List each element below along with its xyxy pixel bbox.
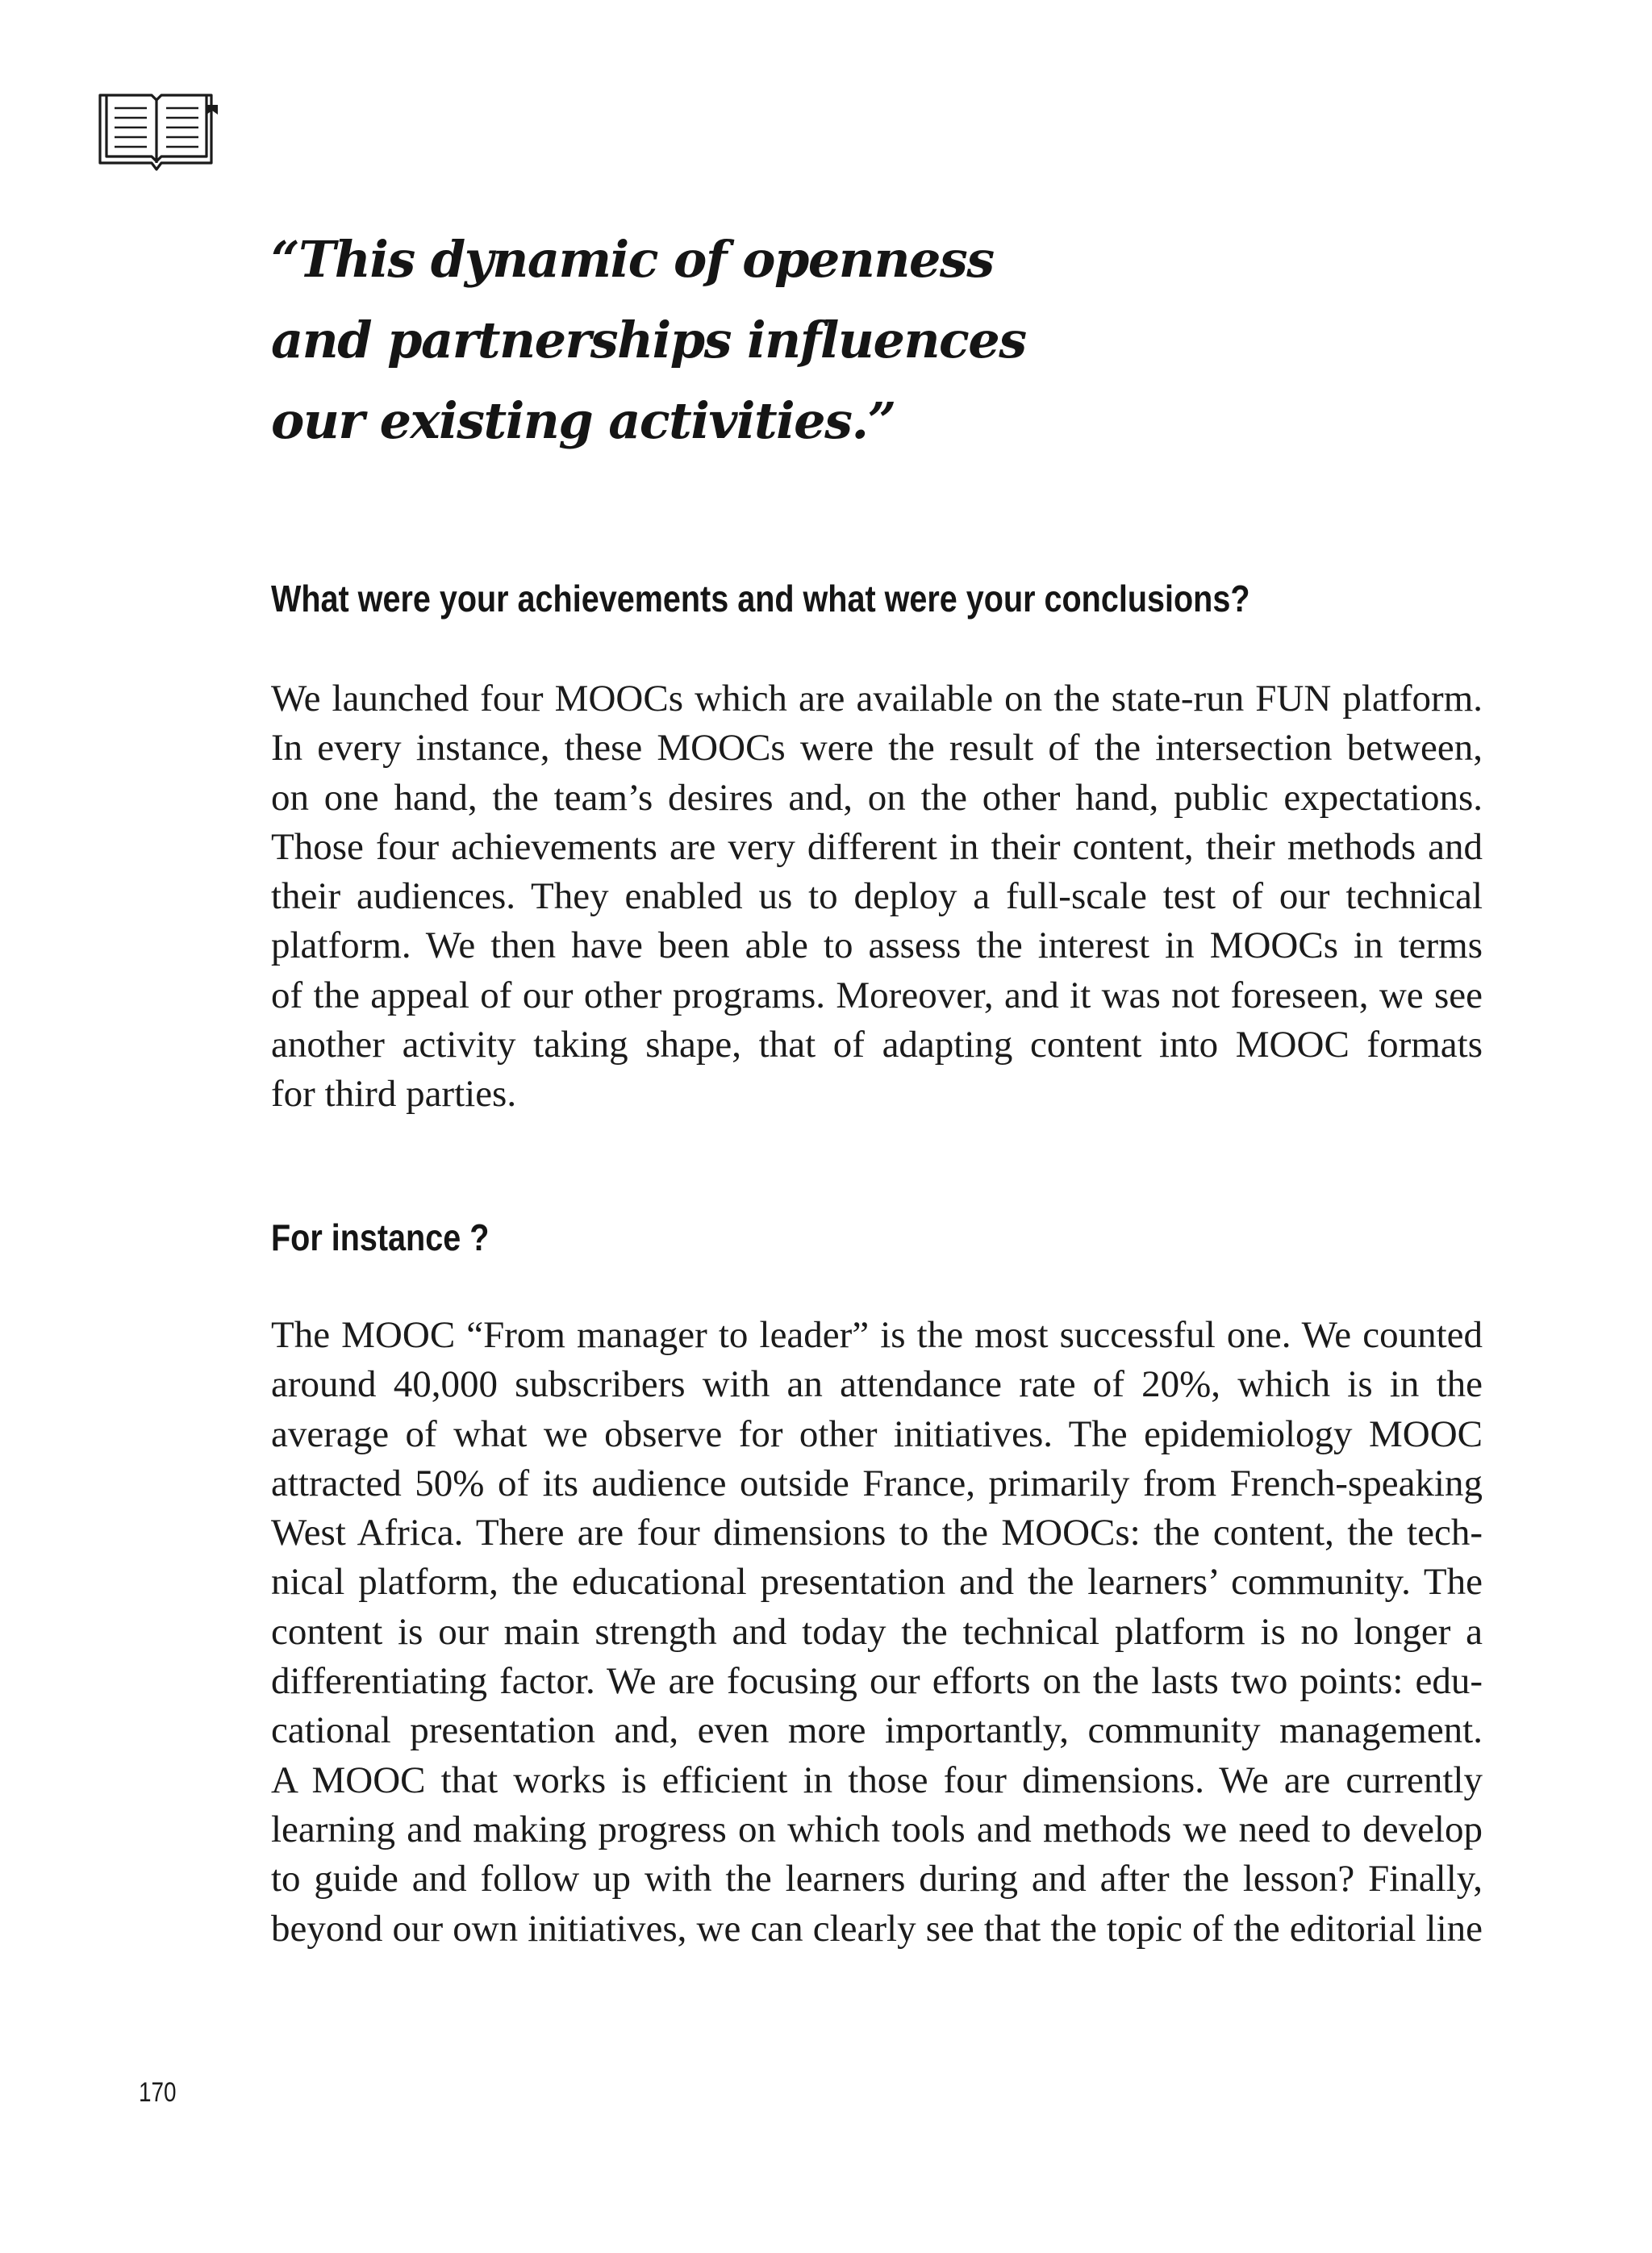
paragraph-line: A MOOC that works is efficient in those four dimensions. We are currently: [271, 1759, 1483, 1801]
paragraph-line: of the appeal of our other programs. Moreover, and it was not foreseen, we see: [271, 974, 1483, 1016]
paragraph-line: on one hand, the team’s desires and, on the other hand, public expectations.: [271, 776, 1483, 819]
paragraph-line: their audiences. They enabled us to deploy a full-scale test of our technical: [271, 875, 1483, 918]
paragraph-line: for third parties.: [271, 1073, 517, 1116]
section-heading-for-instance: For instance ?: [271, 1216, 490, 1258]
paragraph-line: The MOOC “From manager to leader” is the most successful one. We counted: [271, 1314, 1483, 1356]
paragraph-line: differentiating factor. We are focusing our efforts on the lasts two points: edu-: [271, 1660, 1483, 1703]
paragraph-line: nical platform, the educational presentation and the learners’ community. The: [271, 1561, 1483, 1604]
pull-quote: [271, 219, 1320, 461]
paragraph-line: We launched four MOOCs which are available on the state-run FUN platform.: [271, 678, 1483, 720]
paragraph-line: West Africa. There are four dimensions to the MOOCs: the content, the tech-: [271, 1512, 1483, 1554]
section-heading-achievements: What were your achievements and what were your conclusions?: [271, 578, 1250, 620]
paragraph-line: around 40,000 subscribers with an attendance rate of 20%, which is in the: [271, 1363, 1483, 1406]
paragraph-line: In every instance, these MOOCs were the result of the intersection between,: [271, 727, 1483, 770]
paragraph-line: attracted 50% of its audience outside France, primarily from French-speaking: [271, 1462, 1483, 1504]
paragraph-line: another activity taking shape, that of adapting content into MOOC formats: [271, 1024, 1483, 1066]
paragraph-line: learning and making progress on which tools and methods we need to develop: [271, 1808, 1483, 1850]
paragraph-line: to guide and follow up with the learners during and after the lesson? Finally,: [271, 1858, 1483, 1900]
pull-quote-line: “This dynamic of openness: [271, 230, 994, 289]
paragraph-achievements: [271, 674, 1483, 1120]
paragraph-line: average of what we observe for other initiatives. The epidemiology MOOC: [271, 1412, 1483, 1455]
pull-quote-line: our existing activities.”: [271, 391, 895, 450]
paragraph-for-instance: [271, 1311, 1483, 1954]
paragraph-line: beyond our own initiatives, we can clearly see that the topic of the editorial line: [271, 1907, 1483, 1950]
paragraph-line: Those four achievements are very different in their content, their methods and: [271, 825, 1483, 868]
open-book-icon: [94, 86, 219, 174]
paragraph-line: cational presentation and, even more importantly, community management.: [271, 1709, 1483, 1752]
paragraph-line: platform. We then have been able to assess the interest in MOOCs in terms: [271, 924, 1483, 967]
paragraph-line: content is our main strength and today the technical platform is no longer a: [271, 1610, 1483, 1653]
page-number: 170: [139, 2077, 177, 2108]
pull-quote-line: and partnerships influences: [271, 311, 1026, 369]
